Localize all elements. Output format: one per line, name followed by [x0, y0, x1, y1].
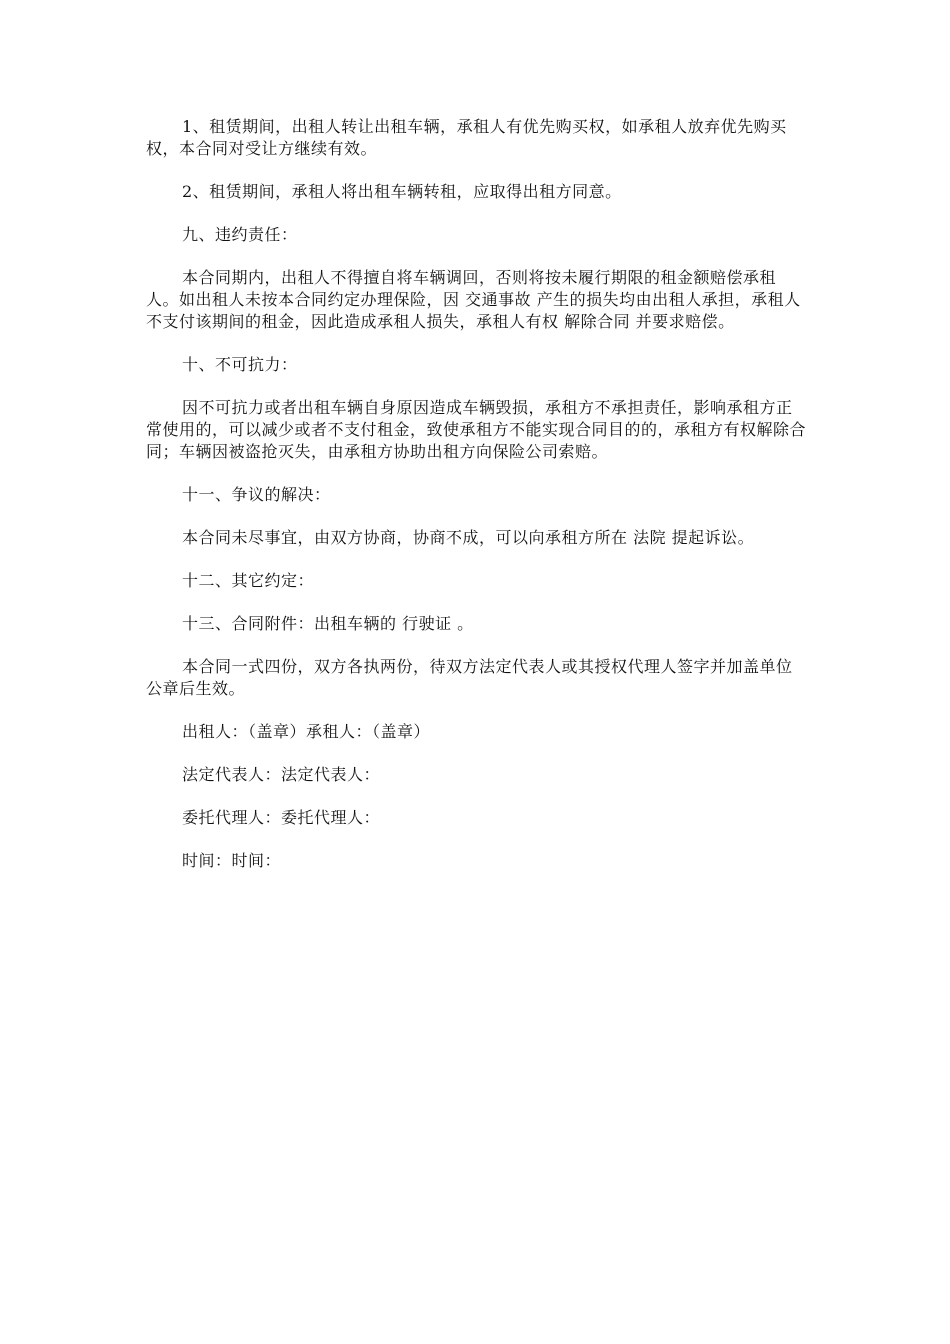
- clause-paragraph: 本合同期内，出租人不得擅自将车辆调回，否则将按未履行期限的租金额赔偿承租人。如出租人未按本合同约定办理保险，因 交通事故 产生的损失均由出租人承担，承租人不支付该期间的租金，因此造成承租人损失，承租人有权 解除合同 并要求赔偿。: [146, 268, 801, 331]
- clause-paragraph: 2、租赁期间，承租人将出租车辆转租，应取得出租方同意。: [182, 182, 622, 201]
- section-heading-attachment: 十三、合同附件：出租车辆的 行驶证 。: [182, 614, 474, 633]
- signature-line-agent: 委托代理人：委托代理人：: [182, 808, 381, 827]
- clause-paragraph: 本合同一式四份，双方各执两份，待双方法定代表人或其授权代理人签字并加盖单位公章后生效。: [146, 657, 793, 698]
- section-heading-other: 十二、其它约定：: [182, 571, 315, 590]
- signature-line-legal-rep: 法定代表人：法定代表人：: [182, 765, 381, 784]
- signature-line-parties: 出租人：（盖章）承租人：（盖章）: [182, 722, 431, 741]
- section-heading-breach: 九、违约责任：: [182, 225, 298, 244]
- document-body: [146, 116, 806, 893]
- clause-paragraph: 因不可抗力或者出租车辆自身原因造成车辆毁损，承租方不承担责任，影响承租方正常使用的，可以减少或者不支付租金，致使承租方不能实现合同目的的，承租方有权解除合同；车辆因被盗抢灭失，由承租方协助出租方向保险公司索赔。: [146, 398, 807, 461]
- section-heading-force-majeure: 十、不可抗力：: [182, 355, 298, 374]
- section-heading-dispute: 十一、争议的解决：: [182, 485, 331, 504]
- clause-paragraph: 1、租赁期间，出租人转让出租车辆，承租人有优先购买权，如承租人放弃优先购买权，本合同对受让方继续有效。: [146, 117, 787, 158]
- clause-paragraph: 本合同未尽事宜，由双方协商，协商不成，可以向承租方所在 法院 提起诉讼。: [182, 528, 755, 547]
- signature-line-date: 时间：时间：: [182, 851, 282, 870]
